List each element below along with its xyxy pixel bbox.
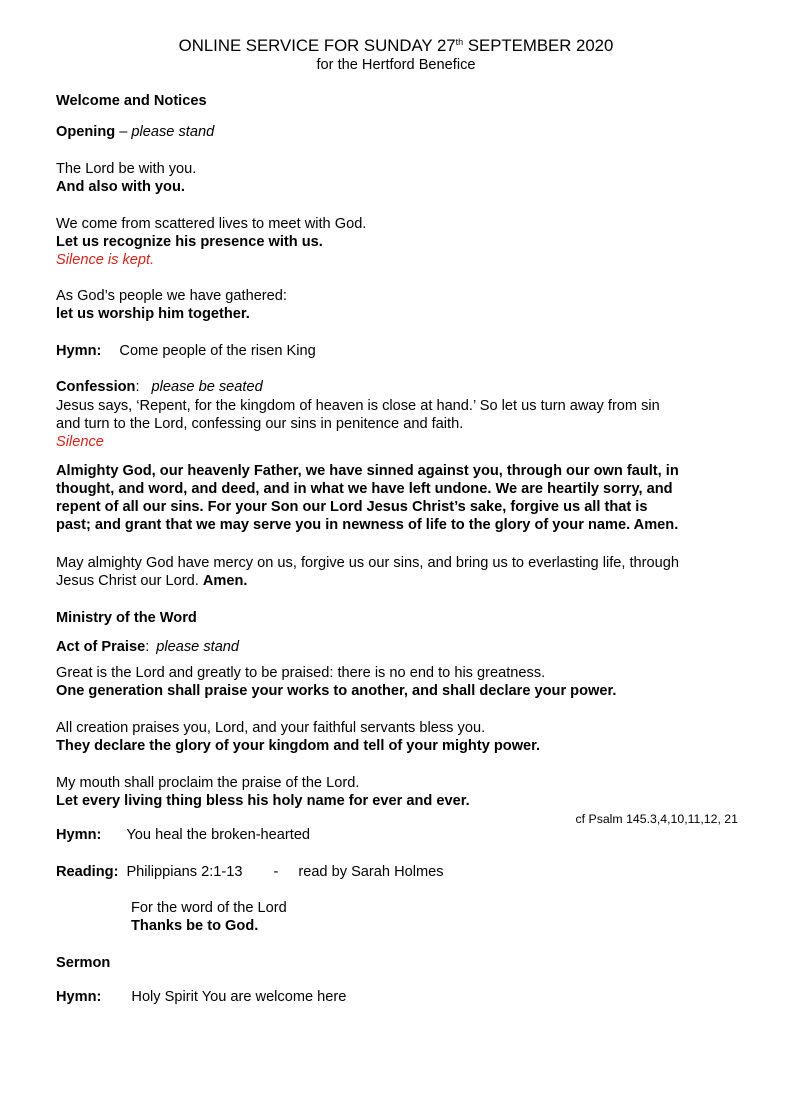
scattered-response: Let us recognize his presence with us. <box>56 234 323 250</box>
confession-intro-line: Jesus says, ‘Repent, for the kingdom of heaven is close at hand.’ So let us turn away from sin <box>56 398 660 414</box>
praise-leader: All creation praises you, Lord, and your faithful servants bless you. <box>56 720 486 736</box>
section-welcome: Welcome and Notices <box>56 93 207 109</box>
hymn-1: Hymn: Come people of the risen King <box>56 343 316 359</box>
praise-leader: Great is the Lord and greatly to be praised: there is no end to his greatness. <box>56 665 546 681</box>
word-leader: For the word of the Lord <box>131 900 287 916</box>
confession-intro-line: and turn to the Lord, confessing our sins in penitence and faith. <box>56 416 464 432</box>
reading-line: Reading: Philippians 2:1-13 - read by Sarah Holmes <box>56 864 444 880</box>
praise-heading: Act of Praise: please stand <box>56 639 240 655</box>
psalm-citation: cf Psalm 145.3,4,10,11,12, 21 <box>575 812 738 826</box>
silence-rubric: Silence is kept. <box>56 252 155 268</box>
greeting-response: And also with you. <box>56 179 185 195</box>
title-superscript: th <box>455 37 464 47</box>
praise-response: They declare the glory of your kingdom and tell of your mighty power. <box>56 738 541 754</box>
scattered-leader: We come from scattered lives to meet with God. <box>56 216 367 232</box>
silence-rubric: Silence <box>56 434 104 450</box>
confession-prayer-line: thought, and word, and deed, and in what we have left undone. We are heartily sorry, and <box>56 481 673 497</box>
absolution-line: Jesus Christ our Lord. Amen. <box>56 573 248 589</box>
gathered-leader: As God’s people we have gathered: <box>56 288 287 304</box>
confession-prayer-line: repent of all our sins. For your Son our Lord Jesus Christ’s sake, forgive us all that is <box>56 499 648 515</box>
word-response: Thanks be to God. <box>131 918 259 934</box>
page-subtitle: for the Hertford Benefice <box>316 57 476 73</box>
praise-leader: My mouth shall proclaim the praise of the Lord. <box>56 775 360 791</box>
greeting-leader: The Lord be with you. <box>56 161 197 177</box>
opening-heading: Opening – please stand <box>56 124 215 140</box>
hymn-2: Hymn: You heal the broken-hearted <box>56 827 311 843</box>
confession-prayer-line: past; and grant that we may serve you in newness of life to the glory of your name. Amen. <box>56 517 679 533</box>
hymn-3: Hymn: Holy Spirit You are welcome here <box>56 989 347 1005</box>
absolution-line: May almighty God have mercy on us, forgive us our sins, and bring us to everlasting life, through <box>56 555 679 571</box>
confession-heading: Confession: please be seated <box>56 379 263 395</box>
confession-prayer-line: Almighty God, our heavenly Father, we have sinned against you, through our own fault, in <box>56 463 679 479</box>
section-sermon: Sermon <box>56 955 111 971</box>
page-title: ONLINE SERVICE FOR SUNDAY 27th SEPTEMBER 2020 <box>178 36 614 55</box>
section-ministry: Ministry of the Word <box>56 610 197 626</box>
praise-response: One generation shall praise your works to another, and shall declare your power. <box>56 683 617 699</box>
praise-response: Let every living thing bless his holy name for ever and ever. <box>56 793 470 809</box>
gathered-response: let us worship him together. <box>56 306 250 322</box>
